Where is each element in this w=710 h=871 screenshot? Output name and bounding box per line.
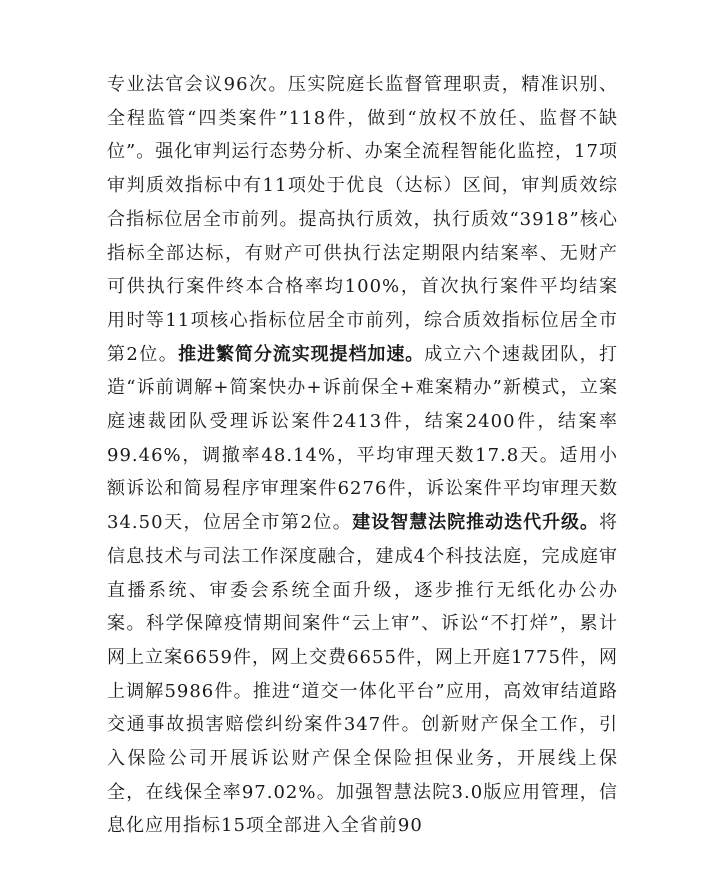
paragraph-text-1: 专业法官会议96次。压实院庭长监督管理职责，精准识别、全程监管“四类案件”118件，做到“放权不放任、监督不缺位”。强化审判运行态势分析、办案全流程智能化监控，17项审判质效指标中有11项处于优良（达标）区间，审判质效综合指标位居全市前列。提高执行质效，执行质效“3918”核心指标全部达标，有财产可供执行法定期限内结案率、无财产可供执行案件终本合格率均100%，首次执行案件平均结案用时等11项核心指标位居全市前列，综合质效指标位居全市第2位。 xyxy=(107,74,618,365)
body-paragraph xyxy=(107,68,618,843)
paragraph-text-3: 将信息技术与司法工作深度融合，建成4个科技法庭，完成庭审直播系统、审委会系统全面升级，逐步推行无纸化办公办案。科学保障疫情期间案件“云上审”、诉讼“不打烊”，累计网上立案6659件，网上交费6655件，网上开庭1775件，网上调解5986件。推进“道交一体化平台”应用，高效审结道路交通事故损害赔偿纠纷案件347件。创新财产保全工作，引入保险公司开展诉讼财产保全保险担保业务，开展线上保全，在线保全率97.02%。加强智慧法院3.0版应用管理，信息化应用指标15项全部进入全省前90 xyxy=(107,512,619,837)
bold-heading-2: 建设智慧法院推动迭代升级。 xyxy=(352,512,600,534)
bold-heading-1: 推进繁简分流实现提档加速。 xyxy=(178,343,425,365)
paragraph-text-2: 成立六个速裁团队，打造“诉前调解+简案快办+诉前保全+难案精办”新模式，立案庭速裁团队受理诉讼案件2413件，结案2400件，结案率99.46%，调撤率48.14%，平均审理天数17.8天。适用小额诉讼和简易程序审理案件6276件，诉讼案件平均审理天数34.50天，位居全市第2位。 xyxy=(107,343,619,534)
